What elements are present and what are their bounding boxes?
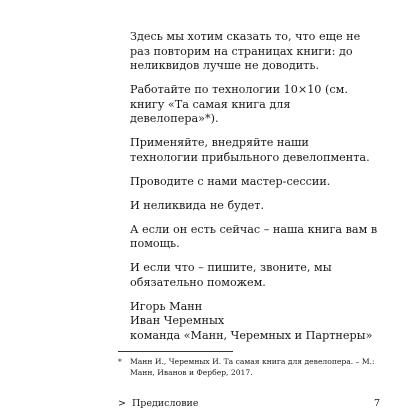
section-title: Предисловие	[131, 398, 199, 409]
signature	[130, 300, 380, 344]
footnote	[118, 357, 378, 378]
paragraph-contact: И если что – пишите, звоните, мы обязательно поможем.	[130, 261, 332, 289]
paragraph-sessions: Проводите с нами мастер-сессии.	[130, 174, 331, 188]
main-text	[130, 30, 380, 343]
paragraph-help: А если он есть сейчас – наша книга вам в помощь.	[130, 222, 378, 250]
paragraph-intro: Здесь мы хотим сказать то, что еще не раз повторим на страницах книги: до неликвидов лучше не доводить.	[130, 30, 361, 72]
running-footer	[118, 398, 380, 409]
footnote-text: Манн И., Черемных И. Та самая книга для девелопера. – М.: Манн, Иванов и Фербер, 2017.	[130, 357, 375, 377]
page-number: 7	[373, 398, 380, 409]
paragraph-apply: Применяйте, внедряйте наши технологии прибыльного девелопмента.	[130, 136, 370, 164]
paragraph-technology: Работайте по технологии 10×10 (см. книгу «Та самая книга для девелопера»*).	[130, 83, 348, 125]
signature-team: команда «Манн, Черемных и Партнеры»	[130, 328, 373, 342]
signature-author-2: Иван Черемных	[130, 314, 225, 327]
paragraph-no-illiquid: И неликвида не будет.	[130, 198, 265, 212]
section-label	[118, 398, 199, 409]
footnote-marker: *	[118, 357, 122, 366]
footnote-divider	[118, 351, 233, 352]
signature-author-1: Игорь Манн	[130, 299, 203, 313]
chevron-right-icon: >	[118, 398, 126, 409]
